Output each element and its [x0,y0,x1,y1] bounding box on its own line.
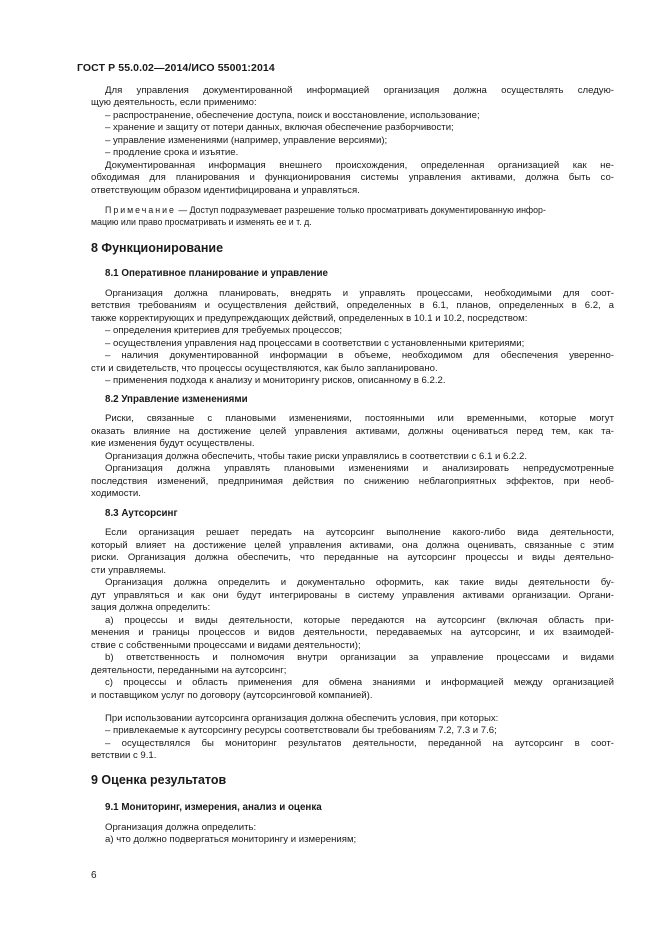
section-heading: 8 Функционирование [91,241,224,255]
text-line: который влияет на достижение целей управления активами, она должна оценивать, связанные с этим [91,540,614,551]
list-item: а) что должно подвергаться мониторингу и измерениям; [105,834,357,845]
list-item: – определения критериев для требуемых процессов; [105,325,343,336]
list-item: c) процессы и область применения для обмена знаниями и информацией между организацией [105,677,614,688]
text-line: щую деятельность, если применимо: [91,97,257,108]
text-line: ветствия требованиям и осуществления действий, определенных в 6.1, планов, определенных в 6.2, а [91,300,614,311]
text-line: кие изменения будут осуществлены. [91,438,255,449]
note [105,204,546,216]
text-line: сти управляемы. [91,565,167,576]
text-line: ветствии с 9.1. [91,750,157,761]
subsection-heading: 9.1 Мониторинг, измерения, анализ и оценка [105,802,322,813]
text-line: риски. Организация должна обеспечить, что переданные на аутсорсинг процессы и виды деятельно- [91,552,614,563]
text-line: также корректирующих и предупреждающих действий, определенных в 10.1 и 10.2, посредством: [91,313,528,324]
list-item: а) процессы и виды деятельности, которые передаются на аутсорсинг (включая область при- [105,615,614,626]
text-line: ствие с собственными процессами и видами деятельности); [91,640,361,651]
list-item: – продление срока и изъятие. [105,147,239,158]
subsection-heading: 8.2 Управление изменениями [105,394,248,405]
text-line: Риски, связанные с плановыми изменениями, постоянными или временными, которые могут [105,413,614,424]
text-line: Если организация решает передать на аутсорсинг выполнение какого-либо вида деятельности, [105,527,614,538]
section-heading: 9 Оценка результатов [91,773,227,787]
note-label: Примечание [105,205,176,215]
note-text: мацию или право просматривать и изменять ее и т. д. [91,217,312,227]
text-line: оказать влияние на достижение целей управления активами, должны оцениваться перед тем, как та- [91,426,614,437]
text-line: Организация должна определить и документально оформить, как такие виды деятельности бу- [105,577,614,588]
text-line: деятельности, переданными на аутсорсинг; [91,665,287,676]
text-line: дут управляться и как они будут интегрированы в систему управления активами организации. Органи- [91,590,614,601]
text-line: Для управления документированной информацией организация должна осуществлять следую- [105,85,614,96]
document-header: ГОСТ Р 55.0.02—2014/ИСО 55001:2014 [77,62,275,74]
list-item: – привлекаемые к аутсорсингу ресурсы соответствовали бы требованиям 7.2, 7.3 и 7.6; [105,725,497,736]
list-item: – осуществлялся бы мониторинг результатов деятельности, переданной на аутсорсинг в соот- [105,738,614,749]
list-item: – наличия документированной информации в объеме, необходимом для обеспечения уверенно- [105,350,614,361]
list-item: – хранение и защиту от потери данных, включая обеспечение разборчивости; [105,122,454,133]
text-line: зация должна определить: [91,602,211,613]
text-line: Организация должна управлять плановыми изменениями и анализировать непредусмотренные [105,463,614,474]
text-line: Организация должна планировать, внедрять и управлять процессами, необходимыми для соот- [105,288,614,299]
text-line: ходимости. [91,488,141,499]
page-number: 6 [91,870,97,881]
text-line: сти и свидетельств, что процессы осуществляются, как было запланировано. [91,363,438,374]
text-line: и поставщиком услуг по договору (аутсорсинговой компанией). [91,690,373,701]
text-line: Документированная информация внешнего происхождения, определенная организацией как не- [105,160,614,171]
list-item: – применения подхода к анализу и мониторингу рисков, описанному в 6.2.2. [105,375,446,386]
subsection-heading: 8.1 Оперативное планирование и управление [105,268,328,279]
text-line: Организация должна определить: [105,822,257,833]
subsection-heading: 8.3 Аутсорсинг [105,508,178,519]
list-item: – распространение, обеспечение доступа, поиск и восстановление, использование; [105,110,480,121]
text-line: обходимая для планирования и функционирования системы управления активами, должна быть со- [91,172,614,183]
text-line: последствия изменений, предпринимая действия по снижению неблагоприятных эффектов, при необ- [91,476,614,487]
text-line: менения и границы процессов и видов деятельности, передаваемых на аутсорсинг, и их взаимодей- [91,627,614,638]
text-line: ответствующим образом идентифицирована и управляться. [91,185,360,196]
list-item: b) ответственность и полномочия внутри организации за управление процессами и видами [105,652,614,663]
list-item: – управление изменениями (например, управление версиями); [105,135,388,146]
list-item: – осуществления управления над процессами в соответствии с установленными критериями; [105,338,525,349]
text-line: При использовании аутсорсинга организация должна обеспечить условия, при которых: [105,713,499,724]
note-text: — Доступ подразумевает разрешение только просматривать документированную инфор- [175,205,546,215]
text-line: Организация должна обеспечить, чтобы такие риски управлялись в соответствии с 6.1 и 6.2.2. [105,451,528,462]
